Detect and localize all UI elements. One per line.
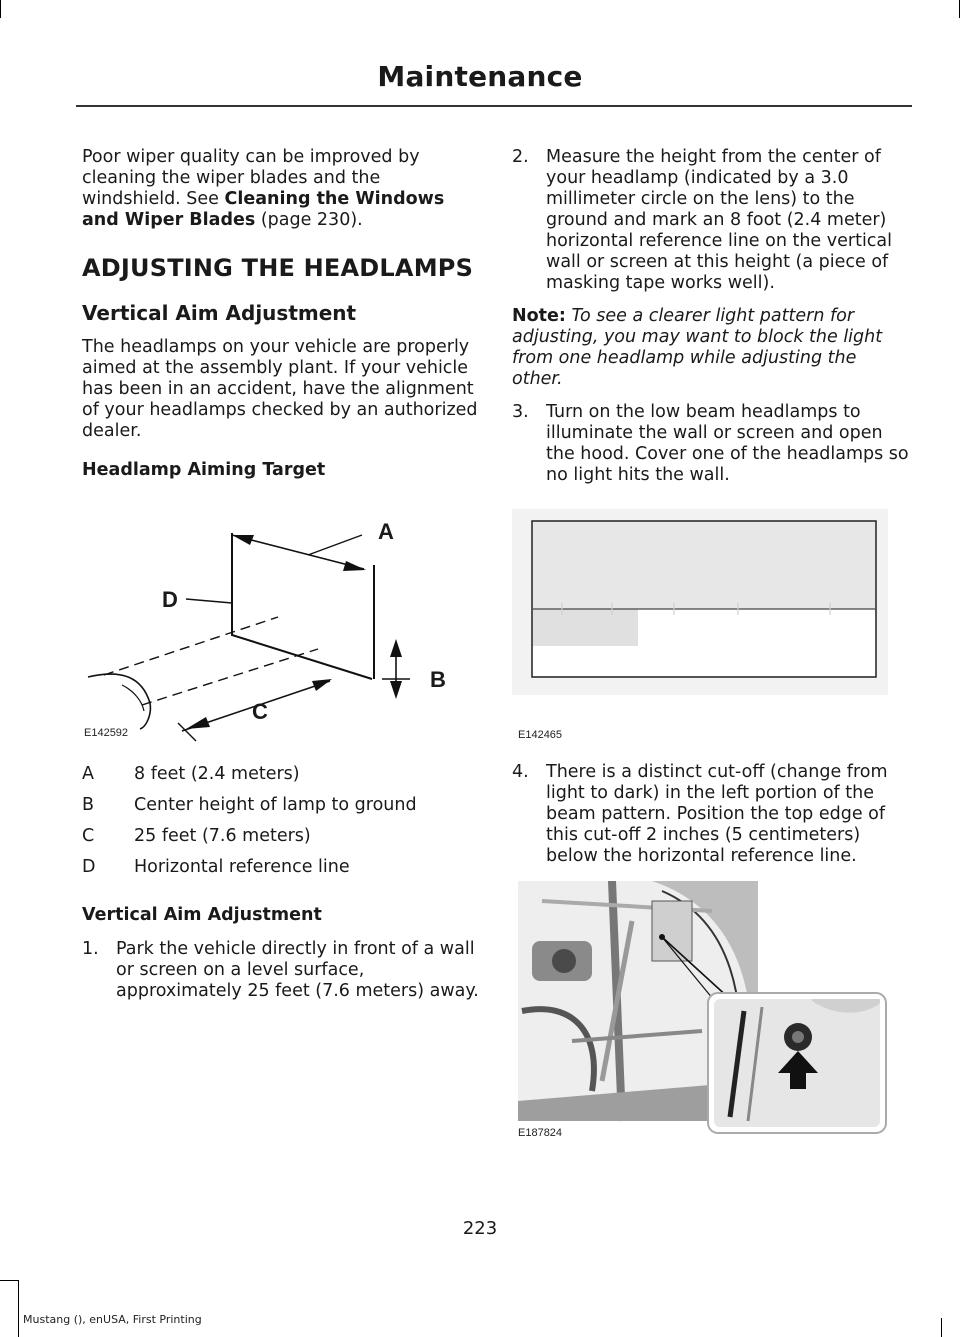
figure-letter-d: D [162,587,178,612]
subsection-title-vertical-aim-2: Vertical Aim Adjustment [82,905,322,925]
subsection-title-vertical-aim: Vertical Aim Adjustment [82,301,357,325]
section-title: ADJUSTING THE HEADLAMPS [82,254,474,282]
figure-code-e142592: E142592 [84,727,129,739]
figure-letter-b: B [430,667,446,692]
step-text: Park the vehicle directly in front of a wall or screen on a level surface, approximately 25 feet (7.6 meters) away. [116,939,479,1001]
step-number: 2. [512,147,529,167]
step-text: Measure the height from the center of your headlamp (indicated by a 3.0 millimeter circle on the lens) to the ground and mark an 8 foot (2.4 meter) horizontal reference line on the vertical wall or screen at this height (a piece of masking tape works well). [546,147,893,293]
figure-letter-c: C [252,699,268,724]
step-number: 1. [82,939,99,959]
print-footer: Mustang (), enUSA, First Printing [23,1313,202,1326]
legend-key: C [82,826,95,846]
legend-text: 8 feet (2.4 meters) [134,764,300,784]
aim-adjuster-figure [512,881,892,1141]
figure-legend [82,764,480,888]
adjuster-photo-illustration [512,881,892,1141]
note-label: Note: [512,306,566,326]
aiming-diagram [82,495,480,743]
aiming-target-label: Headlamp Aiming Target [82,460,326,480]
header-rule [76,105,912,107]
legend-row [82,795,480,826]
cross-reference-link[interactable]: Cleaning the Windows and Wiper Blades [82,189,445,230]
headlamp-aiming-target-figure [82,495,480,743]
legend-key: D [82,857,96,877]
intro-paragraph: Poor wiper quality can be improved by cleaning the wiper blades and the windshield. See Cleaning the Windows and Wiper Blades (page 230). [82,147,445,230]
legend-text: Horizontal reference line [134,857,350,877]
legend-row [82,857,480,888]
legend-row [82,826,480,857]
figure-letter-a: A [378,519,394,544]
crop-mark-bottom-right [941,1318,942,1337]
crop-mark-top-left [0,0,1,18]
figure-code-e142465: E142465 [518,729,563,741]
step-3 [512,402,910,486]
beam-pattern-diagram [512,509,892,749]
step-number: 3. [512,402,529,422]
left-column [82,147,480,1002]
step-2 [512,147,910,294]
note-text: To see a clearer light pattern for adjusting, you may want to block the light from one headlamp while adjusting the other. [512,306,883,389]
legend-row [82,764,480,795]
right-column [512,147,910,1141]
crop-mark-bottom-left [18,1280,19,1337]
legend-key: A [82,764,94,784]
figure-code-e187824: E187824 [518,1127,563,1139]
step-4 [512,762,910,867]
legend-key: B [82,795,95,815]
step-number: 4. [512,762,529,782]
legend-text: 25 feet (7.6 meters) [134,826,311,846]
step-1 [82,939,480,1002]
step-text: Turn on the low beam headlamps to illuminate the wall or screen and open the hood. Cover one of the headlamps so no light hits the wall. [546,402,909,485]
note-paragraph [512,306,910,390]
beam-pattern-figure [512,509,892,749]
page-number: 223 [462,1218,498,1239]
crop-mark-bottom-left-h [0,1280,18,1281]
page-header-title: Maintenance [377,60,583,93]
assembly-paragraph: The headlamps on your vehicle are properly aimed at the assembly plant. If your vehicle has been in an accident, have the alignment of your headlamps checked by an authorized dealer. [82,337,478,441]
step-text: There is a distinct cut-off (change from light to dark) in the left portion of the beam pattern. Position the top edge of this cut-off 2 inches (5 centimeters) below the horizontal reference line. [546,762,888,866]
legend-text: Center height of lamp to ground [134,795,417,815]
